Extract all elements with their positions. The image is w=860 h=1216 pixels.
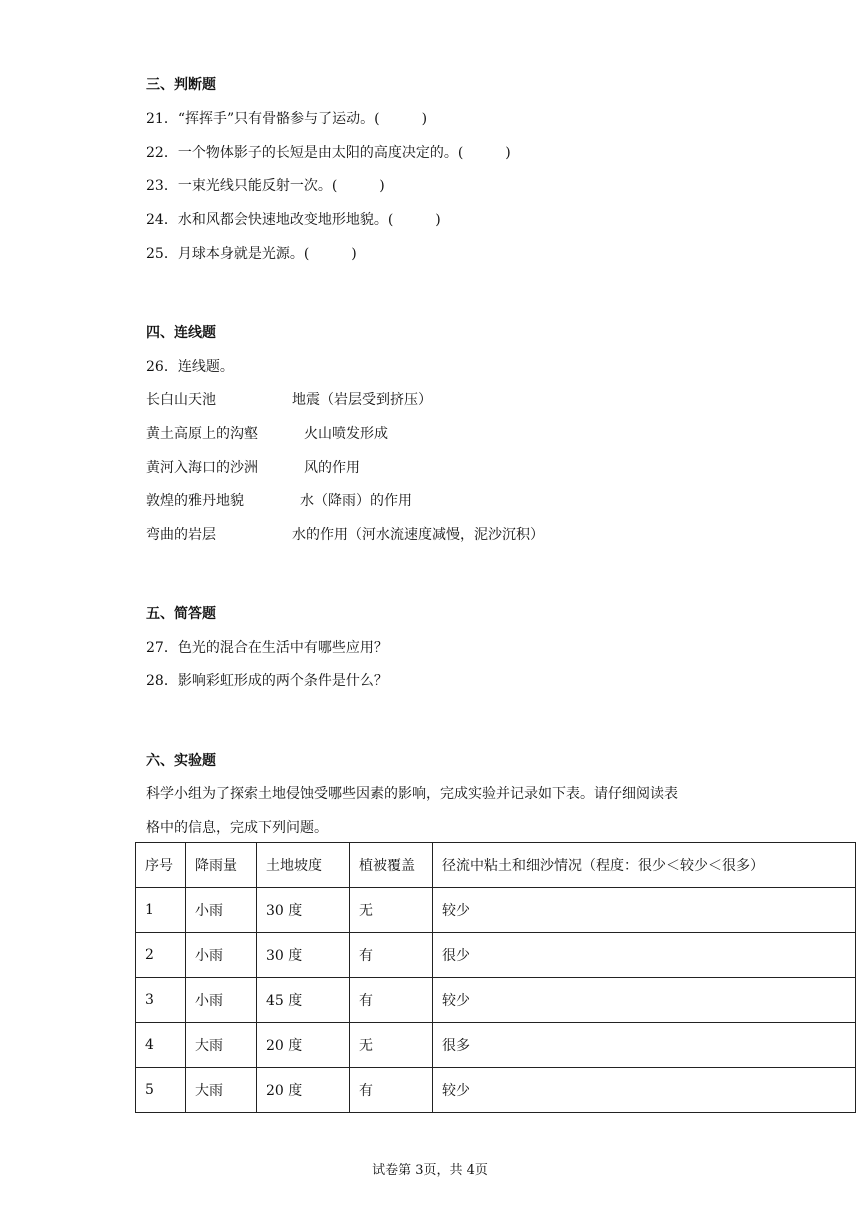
section-4-title: 四、连线题 [146, 325, 216, 341]
table-row [136, 933, 856, 978]
match-right-item: 地震（岩层受到挤压） [292, 392, 432, 408]
table-cell: 3 [136, 978, 186, 1023]
question-21: 21．“挥挥手”只有骨骼参与了运动。( ) [146, 111, 428, 127]
table-header-cell: 土地坡度 [257, 843, 350, 888]
table-cell: 大雨 [186, 1023, 257, 1068]
table-row [136, 1023, 856, 1068]
table-cell: 1 [136, 888, 186, 933]
match-left-item: 黄河入海口的沙洲 [146, 460, 258, 476]
table-cell: 20 度 [257, 1068, 350, 1113]
match-left-item: 黄土高原上的沟壑 [146, 426, 258, 442]
table-cell: 很少 [433, 933, 856, 978]
match-right-item: 水（降雨）的作用 [300, 493, 412, 509]
match-right-item: 风的作用 [304, 460, 360, 476]
table-cell: 无 [350, 1023, 433, 1068]
table-row [136, 888, 856, 933]
section-3-title: 三、判断题 [146, 77, 216, 93]
question-28: 28．影响彩虹形成的两个条件是什么？ [146, 673, 388, 689]
table-cell: 30 度 [257, 933, 350, 978]
table-cell: 较少 [433, 1068, 856, 1113]
page-footer: 试卷第 3页，共 4页 [372, 1163, 488, 1178]
question-24: 24．水和风都会快速地改变地形地貌。( ) [146, 212, 441, 228]
table-cell: 有 [350, 1068, 433, 1113]
table-cell: 30 度 [257, 888, 350, 933]
table-cell: 20 度 [257, 1023, 350, 1068]
table-header-cell: 植被覆盖 [350, 843, 433, 888]
table-cell: 较少 [433, 888, 856, 933]
table-cell: 无 [350, 888, 433, 933]
table-cell: 45 度 [257, 978, 350, 1023]
table-cell: 较少 [433, 978, 856, 1023]
section-6-title: 六、实验题 [146, 753, 216, 769]
table-cell: 2 [136, 933, 186, 978]
question-22: 22．一个物体影子的长短是由太阳的高度决定的。( ) [146, 145, 511, 161]
question-26: 26．连线题。 [146, 359, 234, 375]
experiment-intro-line-2: 格中的信息，完成下列问题。 [146, 820, 328, 836]
section-5-title: 五、简答题 [146, 606, 216, 622]
table-cell: 5 [136, 1068, 186, 1113]
table-cell: 有 [350, 978, 433, 1023]
match-right-item: 火山喷发形成 [304, 426, 388, 442]
experiment-table [135, 842, 856, 1113]
match-left-item: 弯曲的岩层 [146, 527, 216, 543]
table-cell: 大雨 [186, 1068, 257, 1113]
match-right-item: 水的作用（河水流速度减慢，泥沙沉积） [292, 527, 544, 543]
table-header-cell: 径流中粘土和细沙情况（程度：很少＜较少＜很多） [433, 843, 856, 888]
table-cell: 4 [136, 1023, 186, 1068]
table-cell: 小雨 [186, 978, 257, 1023]
table-header-cell: 序号 [136, 843, 186, 888]
experiment-intro-line-1: 科学小组为了探索土地侵蚀受哪些因素的影响，完成实验并记录如下表。请仔细阅读表 [146, 786, 678, 802]
table-cell: 小雨 [186, 888, 257, 933]
question-25: 25．月球本身就是光源。( ) [146, 246, 357, 262]
question-23: 23．一束光线只能反射一次。( ) [146, 178, 385, 194]
table-cell: 有 [350, 933, 433, 978]
table-header-cell: 降雨量 [186, 843, 257, 888]
match-left-item: 敦煌的雅丹地貌 [146, 493, 244, 509]
table-row [136, 978, 856, 1023]
table-cell: 小雨 [186, 933, 257, 978]
table-row [136, 1068, 856, 1113]
table-header-row [136, 843, 856, 888]
match-left-item: 长白山天池 [146, 392, 216, 408]
table-cell: 很多 [433, 1023, 856, 1068]
question-27: 27．色光的混合在生活中有哪些应用？ [146, 640, 388, 656]
